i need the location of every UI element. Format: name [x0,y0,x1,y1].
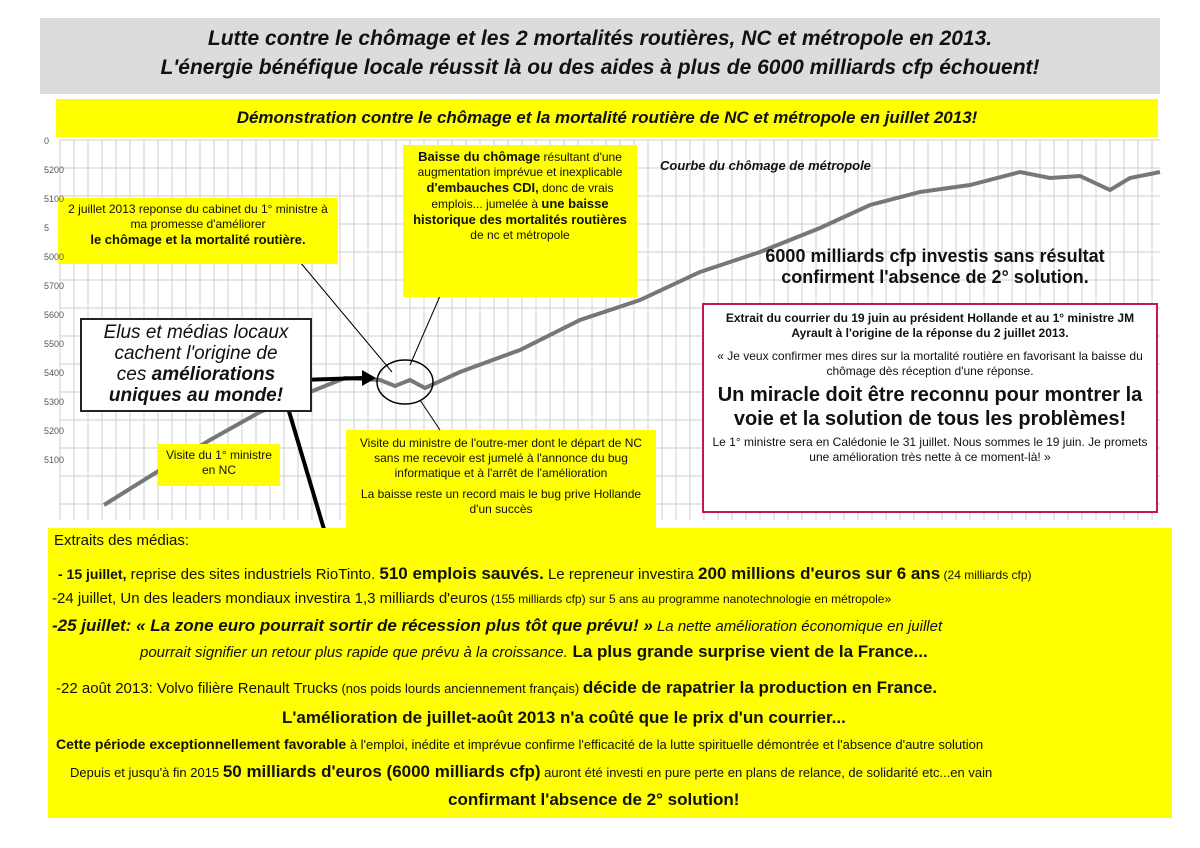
baisse-mortalite: une baisse historique des mortalités routières [413,196,627,227]
cabinet-reply-bold: le chômage et la mortalité routière. [90,232,306,247]
media-extracts [48,528,1172,818]
media-line-9 [448,790,739,810]
m7b: à l'emploi, inédite et imprévue confirme l'efficacité de la lutte spirituelle démontrée et l'absence d'autre solution [346,737,984,752]
y-tick-label: 5200 [44,165,65,175]
baisse-title: Baisse du chômage [418,149,541,164]
elus-box [80,318,312,412]
media-line-7 [56,736,983,752]
media-line-6 [282,708,846,728]
letter-title: Extrait du courrier du 19 juin au président Hollande et au 1° ministre JM Ayrault à l'origine de la réponse du 2 juillet 2013. [725,311,1135,340]
cabinet-reply-box [58,198,338,264]
banner: Démonstration contre le chômage et la mortalité routière de NC et métropole en juillet 2013! [56,99,1158,137]
outre-mer-text: Visite du ministre de l'outre-mer dont le départ de NC sans me recevoir est jumelé à l'annonce du bug informatique et à l'arrêt de l'amélioration [359,436,643,480]
y-tick-label: 5600 [44,310,65,320]
y-tick-label: 5100 [44,194,65,204]
header-line-2: L'énergie bénéfique locale réussit là ou des aides à plus de 6000 milliards cfp échouent! [160,56,1040,79]
m2a: -24 juillet, Un des leaders mondiaux investira 1,3 milliards d'euros [52,590,488,607]
media-line-2 [52,590,891,607]
pointer-line-1 [300,262,392,372]
media-line-4 [140,642,928,662]
m7a: Cette période exceptionnellement favorable [56,736,347,752]
pointer-line-3 [420,400,440,430]
sixk-line-2: confirment l'absence de 2° solution. [781,267,1089,287]
y-tick-label: 5200 [44,426,65,436]
elus-uniques: uniques au monde! [108,385,284,406]
elus-line-4 [82,385,310,406]
outre-mer-record: La baisse reste un record mais le bug prive Hollande d'un succès [360,487,642,516]
y-tick-label: 0 [44,136,50,146]
sixk-statement [700,246,1170,288]
arrow-down [288,408,326,536]
media-line-8 [70,762,992,782]
m1c: 510 emplois sauvés. [379,564,544,583]
m1a: - 15 juillet, [58,566,127,582]
m5c: décide de rapatrier la production en France. [582,678,938,697]
media-label: Extraits des médias: [48,528,268,554]
m1f: (24 milliards cfp) [940,568,1032,582]
m1b: reprise des sites industriels RioTinto. [126,566,380,583]
arrow-head-right [362,370,376,386]
pointer-line-2 [410,296,440,365]
visite-ministre-box: Visite du 1° ministre en NC [158,444,280,486]
m4a: pourrait signifier un retour plus rapide que prévu à la croissance. [140,644,568,661]
y-tick-label: 5000 [44,252,65,262]
baisse-text-1: résultant d'une augmentation imprévue et inexplicable [417,150,623,179]
baisse-text-3: de nc et métropole [470,228,570,242]
m8c: auront été investi en pure perte en plans de relance, de solidarité etc...en vain [540,765,993,780]
sixk-line-1: 6000 milliards cfp investis sans résultat [765,246,1105,266]
header-line-1: Lutte contre le chômage et les 2 mortalités routières, NC et métropole en 2013. [207,27,993,50]
y-tick-label: 5300 [44,397,65,407]
elus-line-3 [82,364,310,385]
baisse-text-2: donc de vrais emplois... jumelée à [431,181,614,211]
m3b: La nette amélioration économique en juillet [652,618,943,635]
m5a: -22 août 2013: Volvo filière Renault Trucks [56,680,338,697]
m8a: Depuis et jusqu'à fin 2015 [70,765,223,780]
y-tick-label: 5 [44,223,50,233]
m2b: (155 milliards cfp) sur 5 ans au programme nanotechnologie en métropole» [487,592,892,606]
m4b: La plus grande surprise vient de la France... [567,642,928,661]
media-line-1 [58,564,1032,584]
letter-end: Le 1° ministre sera en Calédonie le 31 juillet. Nous sommes le 19 juin. Je promets une amélioration très nette à ce moment-là! » [712,435,1148,464]
media-line-3 [52,616,942,636]
elus-line-1: Elus et médias locaux [103,322,289,343]
baisse-cdi: d'embauches CDI, [426,180,539,195]
m3a: -25 juillet: « La zone euro pourrait sortir de récession plus tôt que prévu! » [52,616,653,635]
m1d: Le repreneur investira [543,566,699,583]
m8b: 50 milliards d'euros (6000 milliards cfp) [222,762,541,781]
letter-quote: « Je veux confirmer mes dires sur la mortalité routière en favorisant la baisse du chômage dès réception d'une réponse. [717,349,1143,378]
elus-ces: ces [116,364,152,385]
elus-ameliorations: améliorations [151,364,276,385]
media-line-5 [56,678,937,698]
m5b: (nos poids lourds anciennement français) [337,681,583,696]
letter-extract-box [702,303,1158,513]
cabinet-reply-text: 2 juillet 2013 reponse du cabinet du 1° ministre à ma promesse d'améliorer [68,202,328,231]
m6: L'amélioration de juillet-août 2013 n'a coûté que le prix d'un courrier... [282,708,846,727]
y-tick-label: 5700 [44,281,65,291]
y-tick-label: 5100 [44,455,65,465]
letter-miracle: Un miracle doit être reconnu pour montrer la voie et la solution de tous les problèmes! [717,384,1143,430]
m1e: 200 millions d'euros sur 6 ans [698,564,941,583]
curve-label: Courbe du chômage de métropole [660,158,871,173]
baisse-chomage-box [403,145,637,297]
y-tick-label: 5400 [44,368,65,378]
elus-line-2: cachent l'origine de [114,343,278,364]
m9: confirmant l'absence de 2° solution! [448,790,740,809]
y-tick-label: 5500 [44,339,65,349]
